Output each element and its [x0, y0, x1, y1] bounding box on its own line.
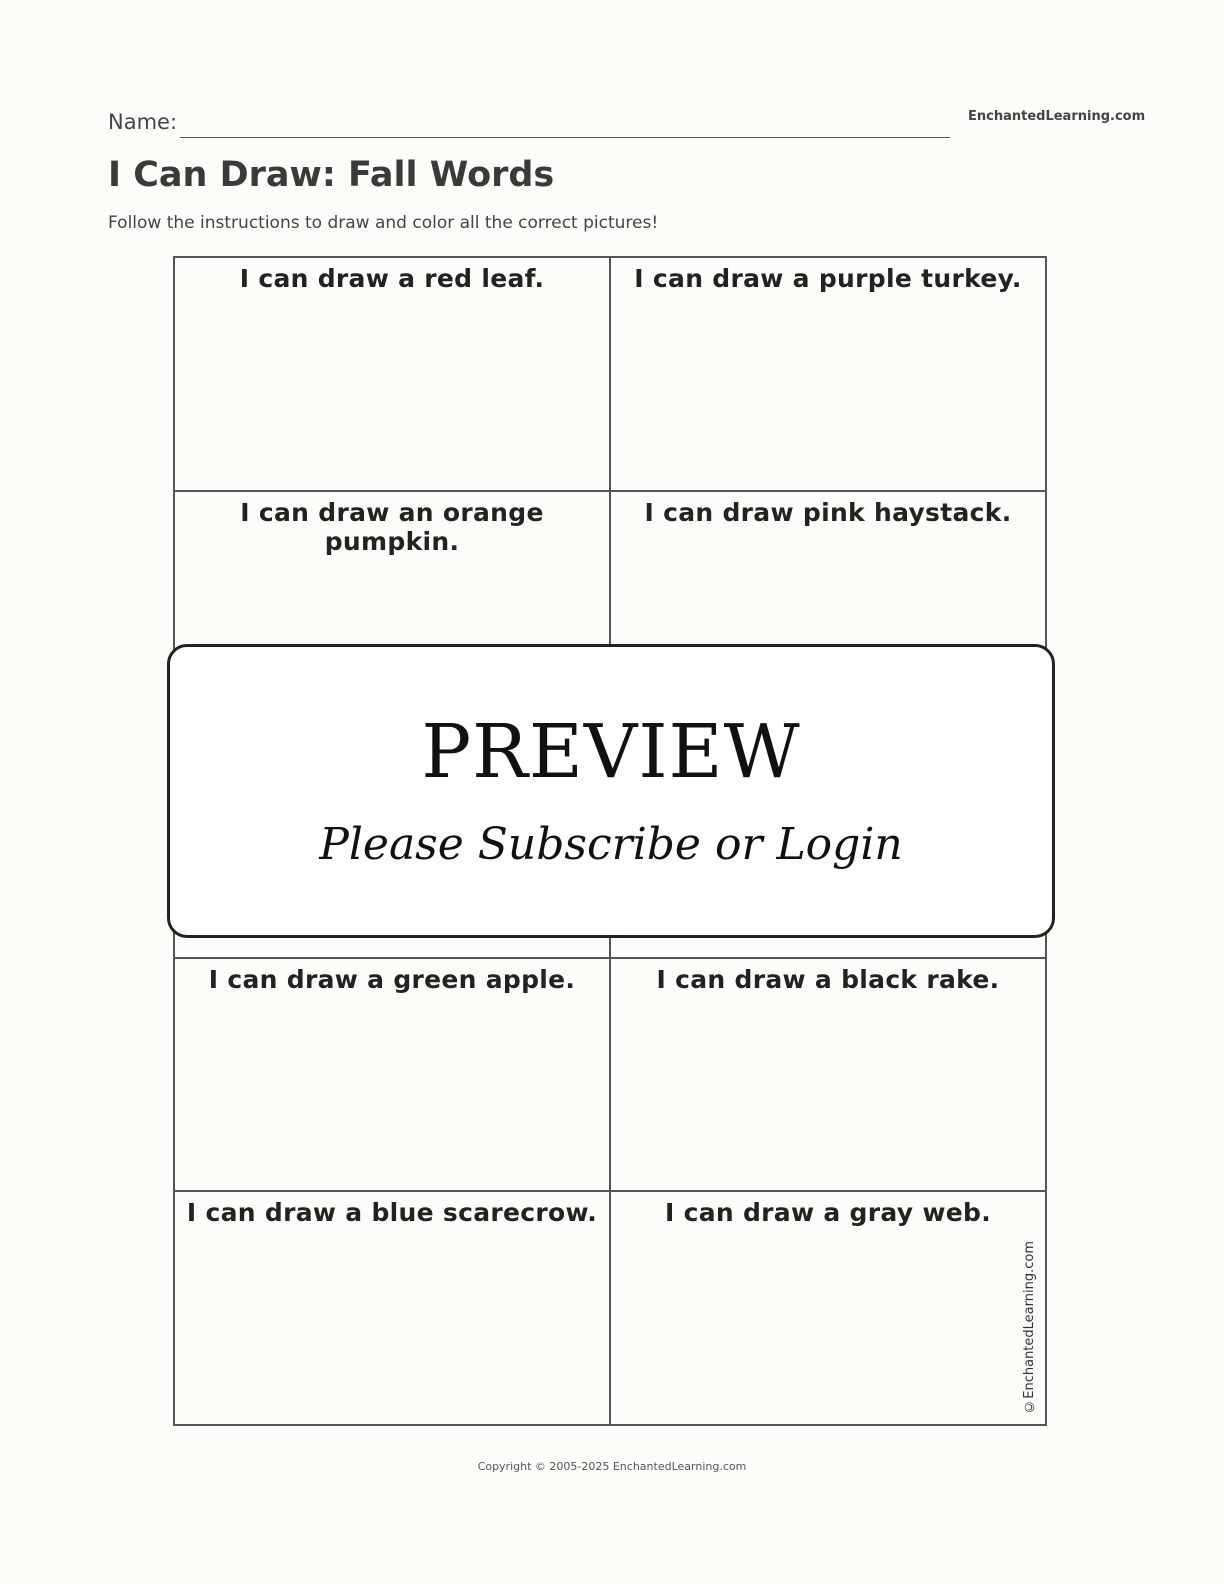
cell-label: I can draw a purple turkey. [634, 264, 1022, 293]
cell-label: I can draw a black rake. [656, 964, 1000, 994]
drawing-cell [611, 959, 1047, 1193]
preview-title: PREVIEW [421, 709, 801, 795]
drawing-cell [175, 959, 611, 1193]
preview-overlay[interactable] [167, 644, 1055, 938]
subscribe-login-prompt[interactable]: Please Subscribe or Login [319, 819, 903, 870]
name-label: Name: [108, 110, 178, 134]
drawing-cell [611, 1192, 1047, 1426]
worksheet-title: I Can Draw: Fall Words [108, 155, 555, 195]
drawing-cell [611, 258, 1047, 492]
cell-label: I can draw an orange pumpkin. [240, 497, 544, 556]
site-brand: EnchantedLearning.com [968, 109, 1146, 124]
name-line[interactable] [180, 137, 950, 138]
instructions: Follow the instructions to draw and color all the correct pictures! [108, 213, 659, 233]
copyright-watermark: ©EnchantedLearning.com [1022, 1241, 1037, 1414]
footer-copyright: Copyright © 2005-2025 EnchantedLearning.com [477, 1460, 747, 1473]
cell-label: I can draw a blue scarecrow. [186, 1198, 598, 1228]
drawing-cell [175, 1192, 611, 1426]
cell-label: I can draw a red leaf. [239, 264, 545, 293]
drawing-cell [175, 258, 611, 492]
cell-label: I can draw pink haystack. [644, 497, 1012, 527]
cell-label: I can draw a green apple. [208, 964, 576, 994]
cell-label: I can draw a gray web. [664, 1198, 992, 1228]
